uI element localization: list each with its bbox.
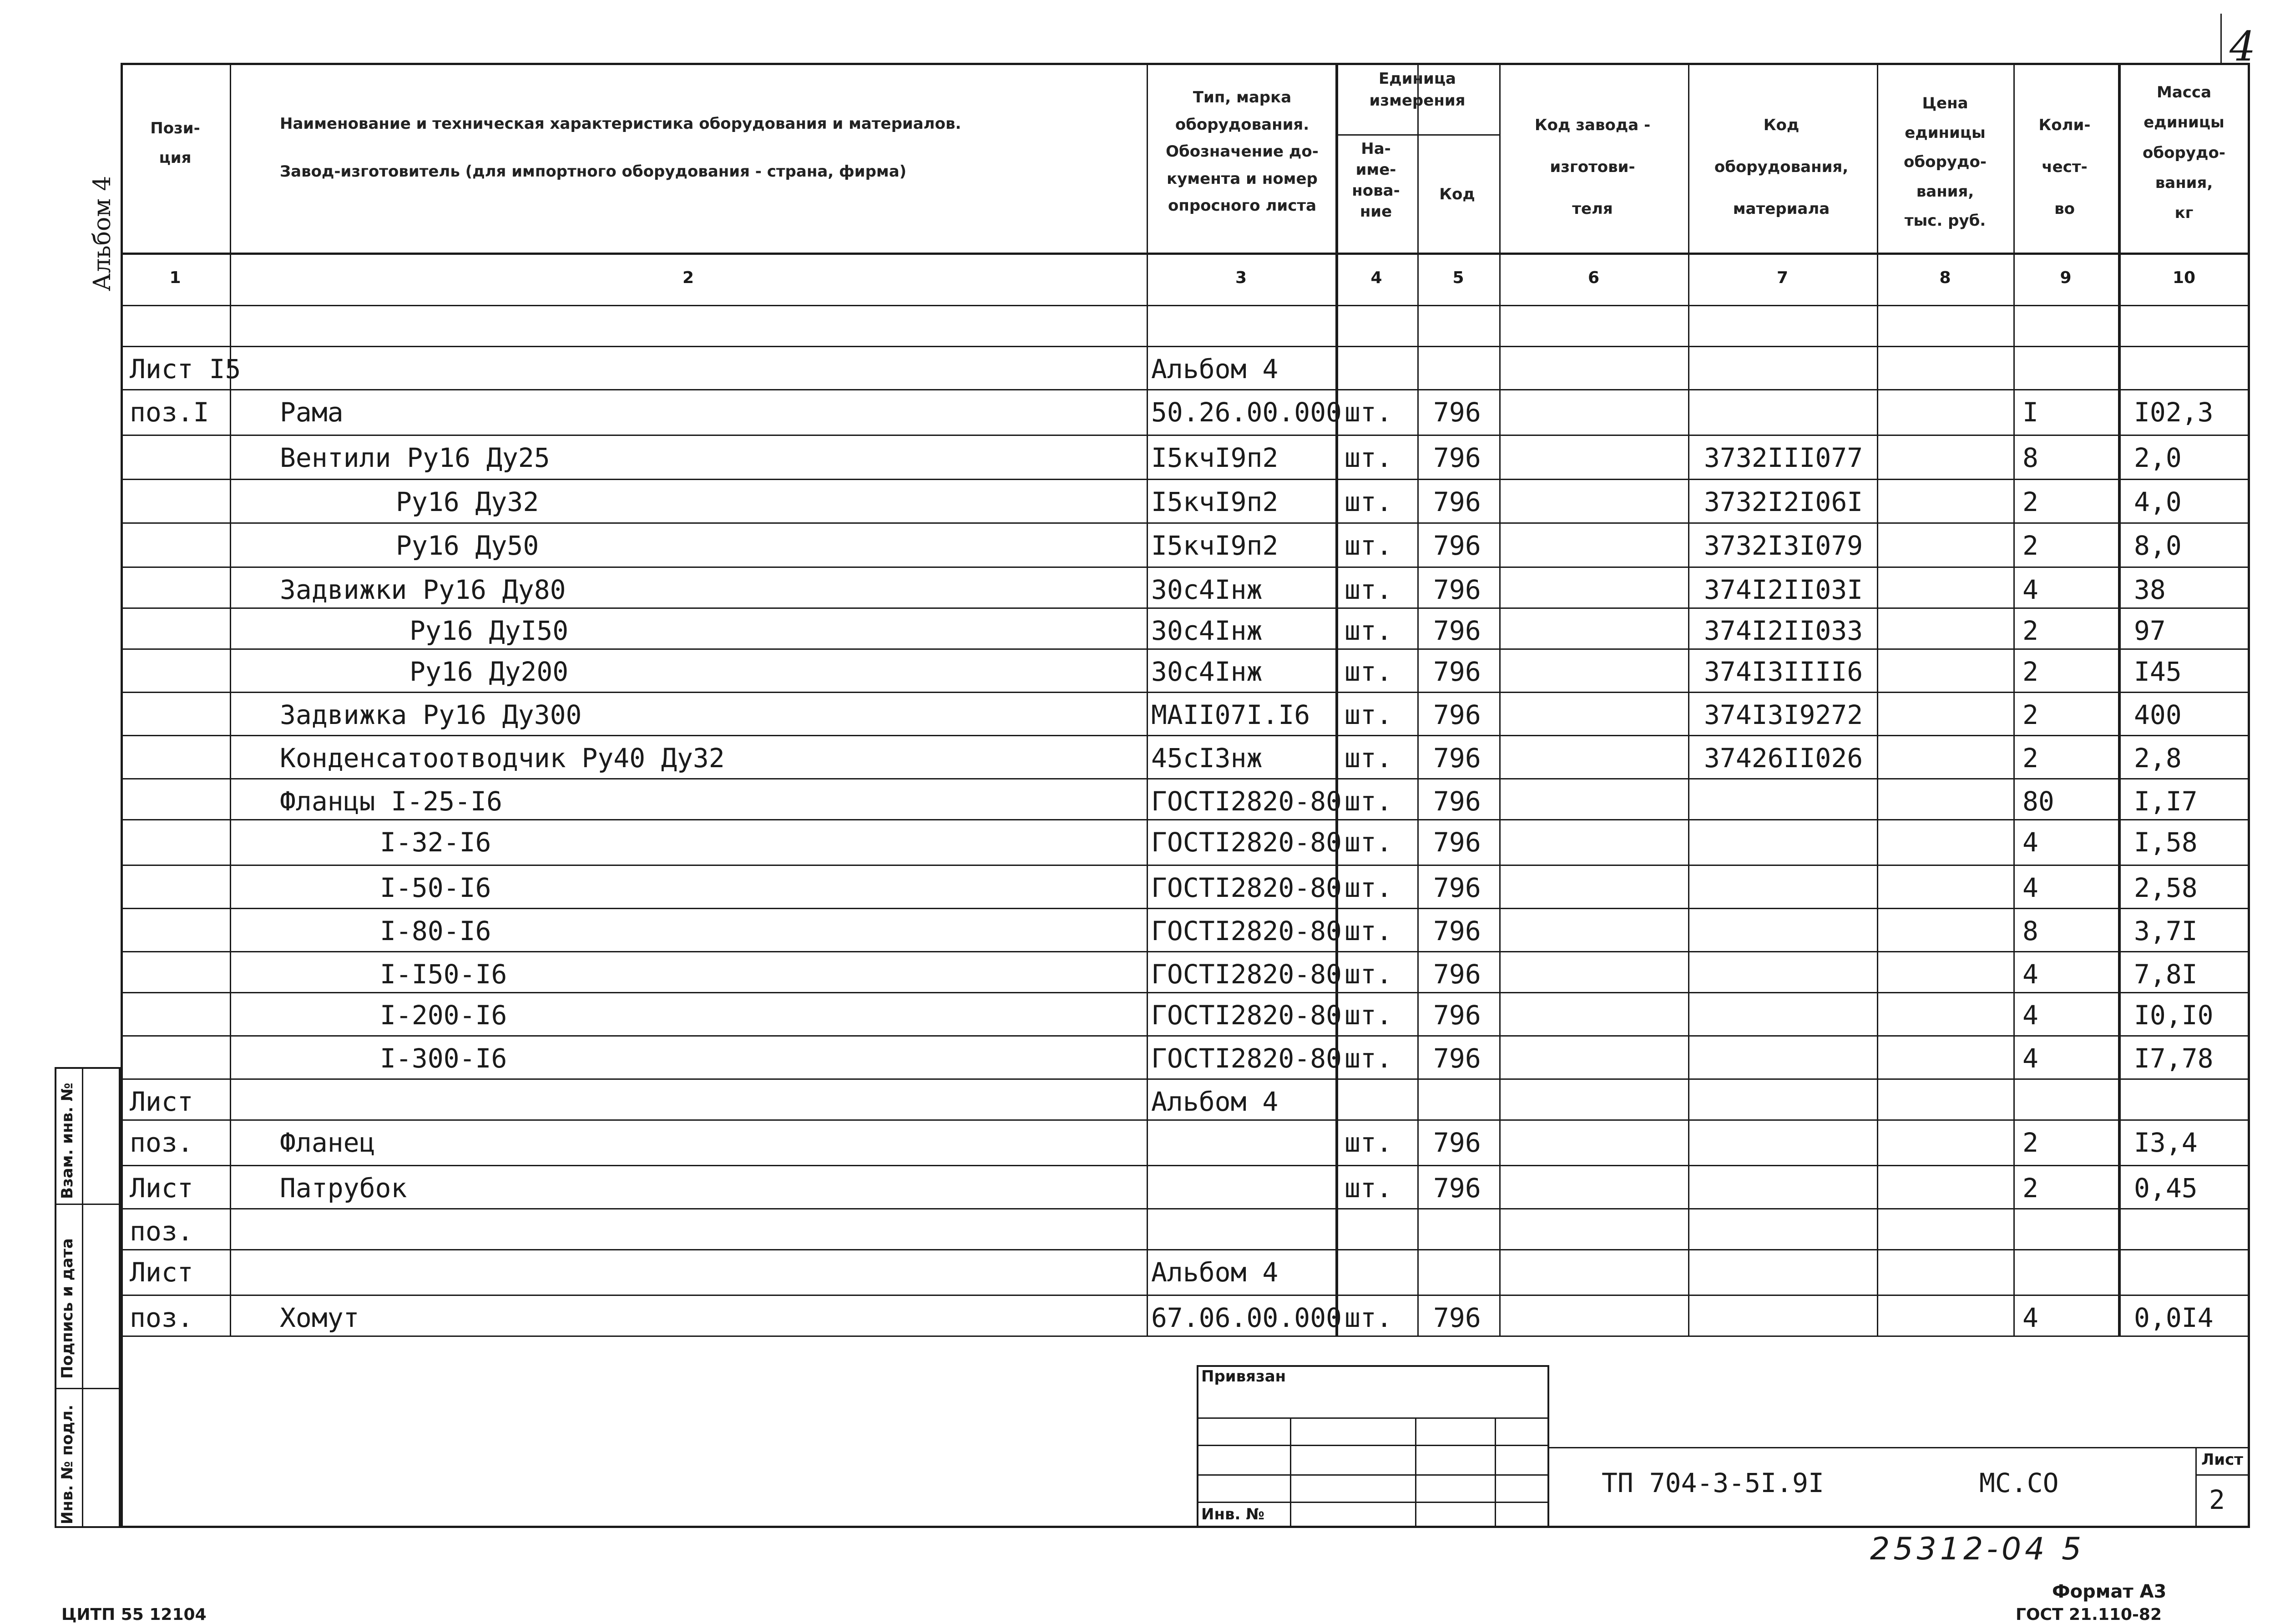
row-equipment-code: 374I3I9272: [1704, 699, 1863, 730]
row-type: ГОСТI2820-80: [1151, 872, 1342, 903]
row-type: 50.26.00.000: [1151, 397, 1342, 428]
row-divider: [121, 607, 2250, 609]
row-unit-code: 796: [1433, 656, 1481, 687]
row-unit-code: 796: [1433, 1000, 1481, 1031]
row-unit: шт.: [1345, 486, 1392, 517]
row-type: ГОСТI2820-80: [1151, 959, 1342, 990]
side-stamp-h1: [55, 1204, 121, 1205]
row-equipment-code: 37426II026: [1704, 743, 1863, 774]
stamp-h2: [1197, 1445, 1549, 1446]
column-number: 3: [1235, 268, 1247, 287]
row-divider: [121, 1295, 2250, 1296]
side-stamp-h2: [55, 1388, 121, 1389]
header-type: Тип, марка оборудования. Обозначение до- кумента и номер опросного листа: [1166, 88, 1319, 215]
column-number: 2: [682, 268, 694, 287]
sheet-number: 2: [2209, 1484, 2225, 1515]
format-label: Формат А3: [2052, 1581, 2167, 1602]
stamp-h3: [1197, 1474, 1549, 1476]
row-name: Ру16 Ду50: [396, 530, 539, 561]
row-mass: 400: [2134, 699, 2182, 730]
row-unit: шт.: [1345, 656, 1392, 687]
stamp-v3: [1495, 1417, 1496, 1528]
bottom-right-standard: ГОСТ 21.110-82: [2016, 1605, 2162, 1624]
row-divider: [121, 951, 2250, 952]
row-divider: [121, 389, 2250, 390]
row-unit: шт.: [1345, 1302, 1392, 1333]
row-unit-code: 796: [1433, 699, 1481, 730]
row-quantity: 4: [2022, 1302, 2038, 1333]
unit-subheader-line: [1335, 134, 1499, 136]
row-mass: 2,58: [2134, 872, 2198, 903]
sheet-box-h: [2195, 1474, 2250, 1476]
stamp-h1: [1197, 1417, 1549, 1419]
row-mass: 0,45: [2134, 1173, 2198, 1204]
row-unit-code: 796: [1433, 397, 1481, 428]
row-name: I-80-I6: [380, 916, 491, 946]
row-unit-code: 796: [1433, 442, 1481, 473]
row-quantity: 2: [2022, 615, 2038, 646]
row-divider: [121, 1165, 2250, 1166]
row-unit: шт.: [1345, 827, 1392, 858]
album-label: Альбом 4: [89, 176, 116, 291]
row-unit-code: 796: [1433, 872, 1481, 903]
row-mass: 2,0: [2134, 442, 2182, 473]
row-quantity: 2: [2022, 530, 2038, 561]
row-mass: I3,4: [2134, 1127, 2198, 1158]
row-name: Фланец: [280, 1127, 375, 1158]
row-divider: [121, 1119, 2250, 1121]
row-name: Задвижки Ру16 Ду80: [280, 574, 566, 605]
header-equipment-code: Код оборудования, материала: [1714, 116, 1849, 218]
row-equipment-code: 374I2II033: [1704, 615, 1863, 646]
header-quantity: Коли- чест- во: [2038, 116, 2091, 218]
row-divider: [121, 692, 2250, 693]
row-mass: 4,0: [2134, 486, 2182, 517]
row-position: Лист: [130, 1257, 193, 1288]
row-equipment-code: 3732I3I079: [1704, 530, 1863, 561]
row-quantity: 4: [2022, 872, 2038, 903]
row-type: ГОСТI2820-80: [1151, 1000, 1342, 1031]
side-stamp-replace: Взам. инв. №: [58, 1083, 76, 1199]
row-unit-code: 796: [1433, 959, 1481, 990]
row-divider: [121, 819, 2250, 820]
row-type: Альбом 4: [1151, 354, 1279, 384]
row-unit-code: 796: [1433, 530, 1481, 561]
header-price: Цена единицы оборудо- вания, тыс. руб.: [1904, 94, 1987, 230]
row-equipment-code: 374I3IIII6: [1704, 656, 1863, 687]
row-divider: [121, 1035, 2250, 1037]
row-type: 45сI3нж: [1151, 743, 1263, 774]
row-mass: 97: [2134, 615, 2166, 646]
row-type: ГОСТI2820-80: [1151, 1043, 1342, 1074]
sheet-box-divider: [2195, 1447, 2197, 1528]
row-divider: [121, 778, 2250, 779]
row-name: Фланцы I-25-I6: [280, 786, 502, 817]
row-divider: [121, 346, 2250, 347]
row-type: 30с4Iнж: [1151, 574, 1263, 605]
stamp-v2: [1415, 1417, 1416, 1528]
row-unit: шт.: [1345, 916, 1392, 946]
row-unit-code: 796: [1433, 1127, 1481, 1158]
header-name-2: Завод-изготовитель (для импортного оборудования - страна, фирма): [280, 162, 907, 181]
row-mass: 2,8: [2134, 743, 2182, 774]
row-divider: [121, 253, 2250, 255]
row-name: I-300-I6: [380, 1043, 507, 1074]
row-divider: [121, 1336, 2250, 1337]
header-name-1: Наименование и техническая характеристика оборудования и материалов.: [280, 115, 961, 133]
corner-divider: [2220, 14, 2222, 64]
side-stamp-divider: [82, 1067, 83, 1528]
row-divider: [121, 305, 2250, 306]
column-number: 4: [1370, 268, 1382, 287]
bottom-left-code: ЦИТП 55 12104: [61, 1605, 207, 1624]
row-type: 67.06.00.000: [1151, 1302, 1342, 1333]
row-type: Альбом 4: [1151, 1257, 1279, 1288]
stamp-h4: [1197, 1502, 1549, 1503]
row-divider: [121, 1208, 2250, 1209]
row-type: МАII07I.I6: [1151, 699, 1310, 730]
row-divider: [121, 735, 2250, 736]
sheet-corner-number: 4: [2230, 23, 2256, 71]
row-quantity: 80: [2022, 786, 2054, 817]
privyazan-label: Привязан: [1201, 1367, 1286, 1386]
row-type: ГОСТI2820-80: [1151, 916, 1342, 946]
row-mass: I,58: [2134, 827, 2198, 858]
row-mass: I45: [2134, 656, 2182, 687]
header-unit-code: Код: [1439, 185, 1475, 203]
row-quantity: 2: [2022, 699, 2038, 730]
row-divider: [121, 1078, 2250, 1080]
title-block-top: [1549, 1447, 2250, 1448]
row-quantity: I: [2022, 397, 2038, 428]
row-position: поз.I: [130, 397, 209, 428]
row-position: Лист I5: [130, 354, 241, 384]
row-equipment-code: 3732I2I06I: [1704, 486, 1863, 517]
row-quantity: 2: [2022, 656, 2038, 687]
row-position: Лист: [130, 1173, 193, 1204]
row-divider: [121, 648, 2250, 650]
row-unit: шт.: [1345, 530, 1392, 561]
stamp-v1: [1290, 1417, 1291, 1528]
row-divider: [121, 992, 2250, 993]
header-unit-name: На- име- нова- ние: [1352, 140, 1400, 221]
row-type: Альбом 4: [1151, 1086, 1279, 1117]
row-mass: I0,I0: [2134, 1000, 2214, 1031]
row-unit-code: 796: [1433, 1173, 1481, 1204]
row-name: Патрубок: [280, 1173, 407, 1204]
row-unit: шт.: [1345, 959, 1392, 990]
row-type: 30с4Iнж: [1151, 615, 1263, 646]
column-number: 10: [2172, 268, 2196, 287]
row-quantity: 4: [2022, 827, 2038, 858]
row-quantity: 4: [2022, 1000, 2038, 1031]
header-unit: Единица измерения: [1369, 70, 1466, 110]
row-type: ГОСТI2820-80: [1151, 786, 1342, 817]
row-unit: шт.: [1345, 1043, 1392, 1074]
row-unit: шт.: [1345, 743, 1392, 774]
row-unit: шт.: [1345, 442, 1392, 473]
row-divider: [121, 435, 2250, 436]
document-code: ТП 704-3-5I.9I: [1602, 1467, 1824, 1498]
row-name: Ру16 ДуI50: [410, 615, 569, 646]
row-mass: I7,78: [2134, 1043, 2214, 1074]
row-unit-code: 796: [1433, 486, 1481, 517]
row-mass: I02,3: [2134, 397, 2214, 428]
row-type: I5кчI9п2: [1151, 530, 1279, 561]
row-name: Ру16 Ду200: [410, 656, 569, 687]
row-unit-code: 796: [1433, 743, 1481, 774]
row-position: поз.: [130, 1127, 193, 1158]
row-unit-code: 796: [1433, 786, 1481, 817]
row-unit: шт.: [1345, 1000, 1392, 1031]
column-number: 6: [1587, 268, 1600, 287]
row-position: Лист: [130, 1086, 193, 1117]
row-name: I-50-I6: [380, 872, 491, 903]
row-name: I-I50-I6: [380, 959, 507, 990]
row-divider: [121, 522, 2250, 524]
header-position: Пози- ция: [150, 119, 200, 167]
column-number: 1: [169, 268, 181, 287]
row-unit-code: 796: [1433, 827, 1481, 858]
side-stamp-signature: Подпись и дата: [58, 1238, 76, 1379]
row-quantity: 2: [2022, 1127, 2038, 1158]
row-quantity: 8: [2022, 916, 2038, 946]
row-position: поз.: [130, 1302, 193, 1333]
row-mass: 8,0: [2134, 530, 2182, 561]
header-mass: Масса единицы оборудо- вания, кг: [2143, 83, 2225, 223]
row-unit-code: 796: [1433, 916, 1481, 946]
column-number: 5: [1452, 268, 1464, 287]
header-factory-code: Код завода - изготови- теля: [1534, 116, 1651, 218]
row-name: I-200-I6: [380, 1000, 507, 1031]
row-position: поз.: [130, 1216, 193, 1247]
row-equipment-code: 374I2II03I: [1704, 574, 1863, 605]
handwritten-number: 25312-04 5: [1870, 1531, 2085, 1567]
privyazan-box: [1197, 1365, 1549, 1528]
row-divider: [121, 479, 2250, 480]
column-number: 9: [2060, 268, 2072, 287]
row-name: Конденсатоотводчик Ру40 Ду32: [280, 743, 725, 774]
row-name: Рама: [280, 397, 344, 428]
row-divider: [121, 1249, 2250, 1250]
row-unit: шт.: [1345, 1173, 1392, 1204]
row-unit: шт.: [1345, 615, 1392, 646]
row-quantity: 4: [2022, 1043, 2038, 1074]
row-quantity: 2: [2022, 1173, 2038, 1204]
row-unit: шт.: [1345, 397, 1392, 428]
row-name: Задвижка Ру16 Ду300: [280, 699, 582, 730]
row-name: Ру16 Ду32: [396, 486, 539, 517]
row-divider: [121, 865, 2250, 866]
row-quantity: 2: [2022, 743, 2038, 774]
column-number: 7: [1776, 268, 1789, 287]
sheet-label: Лист: [2201, 1451, 2243, 1469]
row-unit: шт.: [1345, 574, 1392, 605]
row-unit-code: 796: [1433, 1043, 1481, 1074]
row-mass: 3,7I: [2134, 916, 2198, 946]
row-mass: 0,0I4: [2134, 1302, 2214, 1333]
row-mass: 7,8I: [2134, 959, 2198, 990]
row-mass: 38: [2134, 574, 2166, 605]
row-type: ГОСТI2820-80: [1151, 827, 1342, 858]
inventory-number-label: Инв. №: [1201, 1505, 1265, 1523]
row-mass: I,I7: [2134, 786, 2198, 817]
row-type: I5кчI9п2: [1151, 486, 1279, 517]
row-quantity: 4: [2022, 574, 2038, 605]
row-name: Хомут: [280, 1302, 359, 1333]
row-unit: шт.: [1345, 699, 1392, 730]
row-unit: шт.: [1345, 872, 1392, 903]
row-quantity: 2: [2022, 486, 2038, 517]
row-quantity: 8: [2022, 442, 2038, 473]
row-name: Вентили Ру16 Ду25: [280, 442, 550, 473]
row-unit: шт.: [1345, 786, 1392, 817]
row-type: 30с4Iнж: [1151, 656, 1263, 687]
row-divider: [121, 567, 2250, 568]
side-stamp-inventory: Инв. № подл.: [58, 1404, 76, 1524]
row-type: I5кчI9п2: [1151, 442, 1279, 473]
row-quantity: 4: [2022, 959, 2038, 990]
row-unit-code: 796: [1433, 615, 1481, 646]
row-unit-code: 796: [1433, 574, 1481, 605]
column-number: 8: [1939, 268, 1951, 287]
row-unit-code: 796: [1433, 1302, 1481, 1333]
row-unit: шт.: [1345, 1127, 1392, 1158]
row-divider: [121, 908, 2250, 909]
document-mark: МС.СО: [1979, 1467, 2059, 1498]
row-name: I-32-I6: [380, 827, 491, 858]
row-equipment-code: 3732III077: [1704, 442, 1863, 473]
